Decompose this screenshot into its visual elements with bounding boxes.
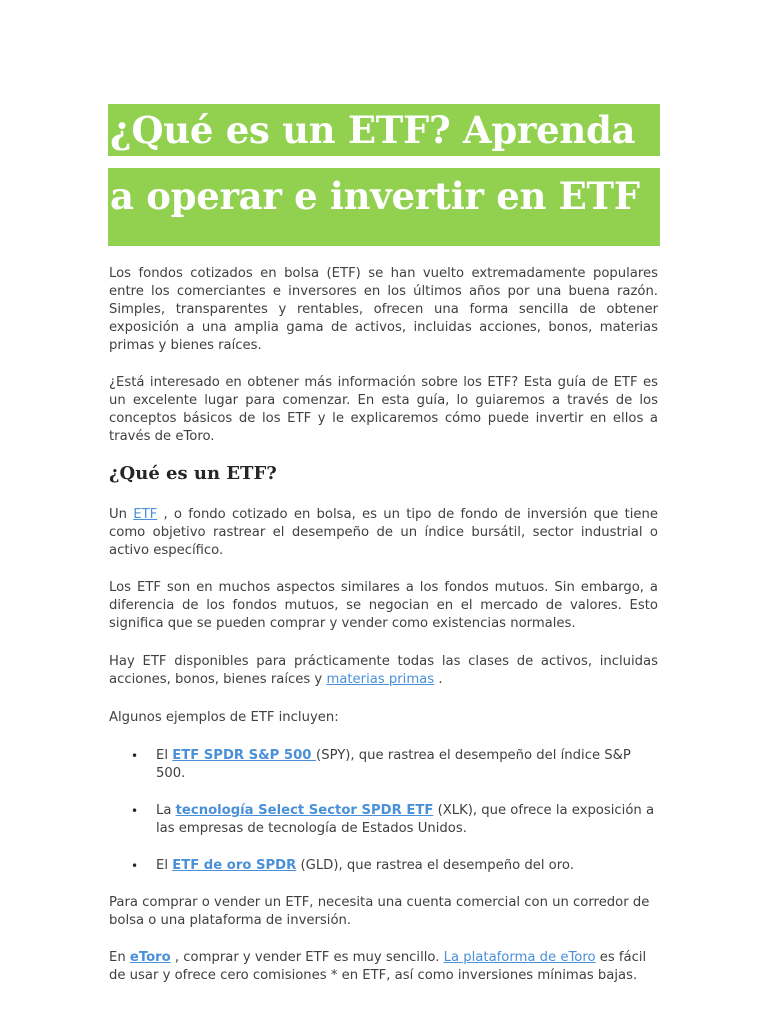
section-heading: ¿Qué es un ETF? [109,463,277,484]
commodities-link[interactable]: materias primas [326,672,435,687]
list-item [109,802,658,838]
etoro-platform-link[interactable]: La plataforma de eToro [443,950,596,965]
bullet-icon: • [131,804,139,818]
text-run: Hay ETF disponibles para prácticamente todas las clases de activos, incluidas acciones, bonos, bienes raíces y [109,654,658,687]
etoro-paragraph [109,949,658,985]
list-item [109,857,658,875]
text-run: El [156,748,173,763]
text-run: , comprar y vender ETF es muy sencillo. [170,950,444,965]
text-run: El [156,858,173,873]
text-run: En [109,950,130,965]
page-title [108,104,660,246]
text-run: (GLD), que rastrea el desempeño del oro. [296,858,574,873]
article-body [109,265,658,985]
definition-paragraph [109,506,658,560]
text-run: (SPY), que rastrea el desempeño del índice S&P 500. [156,748,631,781]
text-run: es fácil de usar y ofrece cero comisiones * en ETF, así como inversiones mínimas bajas. [109,950,647,983]
account-paragraph: Para comprar o vender un ETF, necesita una cuenta comercial con un corredor de bolsa o una plataforma de inversión. [109,895,650,928]
asset-classes-paragraph [109,653,658,689]
gld-etf-link[interactable]: ETF de oro SPDR [172,858,297,873]
title-line-2: a operar e invertir en ETF [108,168,660,246]
text-run: Un [109,507,134,522]
intro-paragraph-1: Los fondos cotizados en bolsa (ETF) se han vuelto extremadamente populares entre los comerciantes e inversores en los últimos años por una buena razón. Simples, transparentes y rentables, ofrecen una forma sencilla de obtener exposición a una amplia gama de activos, incluidas acciones, bonos, materias primas y bienes raíces. [109,266,658,353]
bullet-icon: • [131,749,139,763]
etf-link[interactable]: ETF [133,507,158,522]
xlk-etf-link[interactable]: tecnología Select Sector SPDR ETF [175,803,434,818]
intro-paragraph-2: ¿Está interesado en obtener más información sobre los ETF? Esta guía de ETF es un excelente lugar para comenzar. En esta guía, lo guiaremos a través de los conceptos básicos de los ETF y le explicaremos cómo puede invertir en ellos a través de eToro. [109,375,658,444]
list-item [109,747,658,783]
bullet-icon: • [131,859,139,873]
text-run: La [156,803,176,818]
examples-list [109,747,658,875]
mutual-funds-paragraph: Los ETF son en muchos aspectos similares a los fondos mutuos. Sin embargo, a diferencia de los fondos mutuos, se negocian en el mercado de valores. Esto significa que se pueden comprar y vender como existencias normales. [109,580,658,631]
text-run: . [434,672,443,687]
text-run: (XLK), que ofrece la exposición a las empresas de tecnología de Estados Unidos. [156,803,655,836]
spy-etf-link[interactable]: ETF SPDR S&P 500 [172,748,317,763]
examples-intro: Algunos ejemplos de ETF incluyen: [109,710,339,725]
text-run: , o fondo cotizado en bolsa, es un tipo de fondo de inversión que tiene como objetivo rastrear el desempeño de un índice bursátil, sector industrial o activo específico. [109,507,659,558]
title-line-1: ¿Qué es un ETF? Aprenda [108,104,660,156]
etoro-link[interactable]: eToro [129,950,171,965]
